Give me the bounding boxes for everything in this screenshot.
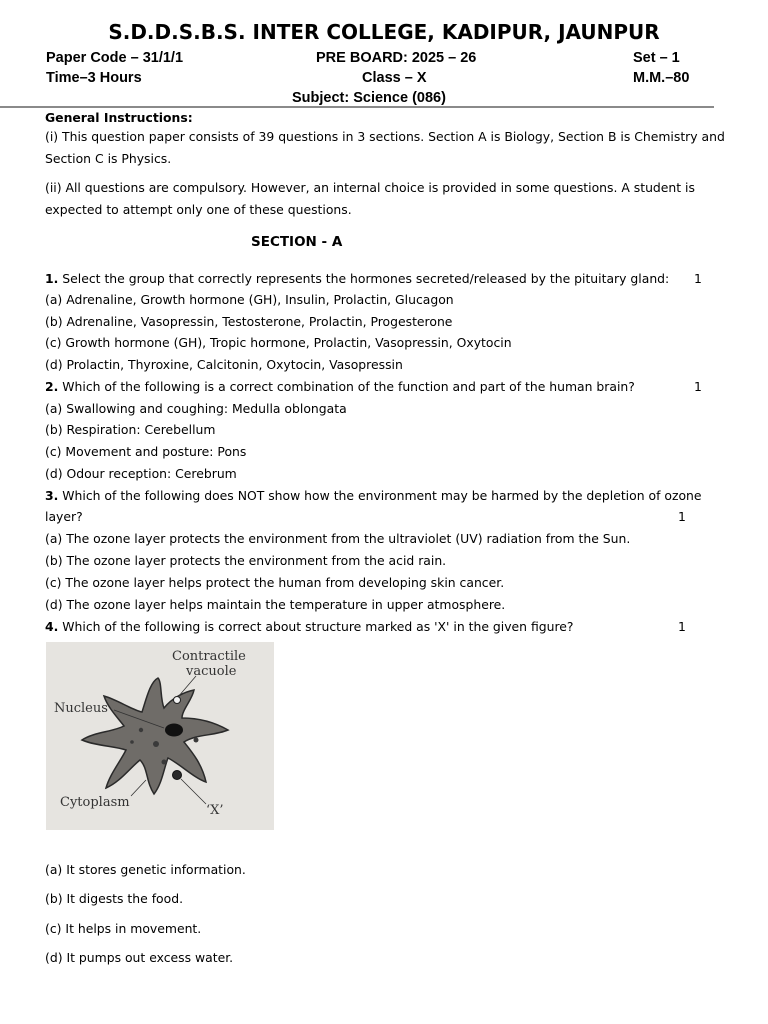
option: (b) Adrenaline, Vasopressin, Testosterone, Prolactin, Progesterone — [45, 314, 453, 329]
amoeba-body — [82, 678, 228, 794]
option: (a) Swallowing and coughing: Medulla oblongata — [45, 401, 347, 416]
instruction-i-line1: (i) This question paper consists of 39 questions in 3 sections. Section A is Biology, Section B is Chemistry and — [45, 129, 725, 144]
instructions-heading: General Instructions: — [45, 110, 193, 125]
food-vacuole-shape — [194, 738, 199, 743]
question-1 — [45, 271, 669, 287]
exam-name: PRE BOARD: 2025 – 26 — [316, 50, 477, 66]
option: (b) Respiration: Cerebellum — [45, 422, 216, 437]
food-vacuole-shape — [130, 740, 134, 744]
option: (d) Prolactin, Thyroxine, Calcitonin, Oxytocin, Vasopressin — [45, 357, 403, 372]
option: (d) Odour reception: Cerebrum — [45, 466, 237, 481]
amoeba-figure — [46, 642, 274, 830]
question-marks: 1 — [694, 379, 702, 394]
option: (b) It digests the food. — [45, 891, 184, 906]
label-contractile: Contractile — [172, 649, 246, 664]
question-number: 4. — [45, 619, 59, 634]
question-number: 3. — [45, 488, 59, 503]
nucleus-shape — [165, 724, 183, 737]
option: (d) It pumps out excess water. — [45, 950, 234, 965]
question-text: Which of the following does NOT show how the environment may be harmed by the depletion of ozone — [58, 488, 702, 503]
pointer-line — [181, 779, 206, 804]
question-text-cont: layer? — [45, 509, 83, 524]
question-3 — [45, 488, 702, 504]
food-vacuole-shape — [139, 728, 143, 732]
option: (a) The ozone layer protects the environment from the ultraviolet (UV) radiation from the Sun. — [45, 531, 631, 546]
contractile-vacuole-shape — [174, 697, 181, 704]
question-marks: 1 — [678, 619, 686, 634]
option: (c) Movement and posture: Pons — [45, 444, 247, 459]
subject-label: Subject: Science (086) — [292, 90, 446, 106]
label-cytoplasm: Cytoplasm — [60, 795, 130, 810]
food-vacuole-shape — [153, 741, 159, 747]
food-vacuole-shape — [162, 760, 167, 765]
set-number: Set – 1 — [633, 50, 680, 66]
exam-time: Time–3 Hours — [46, 70, 142, 86]
option: (c) Growth hormone (GH), Tropic hormone, Prolactin, Vasopressin, Oxytocin — [45, 335, 512, 350]
header-divider — [0, 106, 714, 108]
question-text: Which of the following is a correct combination of the function and part of the human brain? — [58, 379, 635, 394]
question-number: 1. — [45, 271, 59, 286]
school-name: S.D.D.S.B.S. INTER COLLEGE, KADIPUR, JAUNPUR — [108, 20, 660, 44]
option: (c) The ozone layer helps protect the human from developing skin cancer. — [45, 575, 505, 590]
option: (b) The ozone layer protects the environment from the acid rain. — [45, 553, 447, 568]
question-text: Which of the following is correct about structure marked as 'X' in the given figure? — [58, 619, 574, 634]
option: (a) Adrenaline, Growth hormone (GH), Insulin, Prolactin, Glucagon — [45, 292, 454, 307]
question-4 — [45, 619, 574, 635]
label-nucleus: Nucleus — [54, 701, 108, 716]
question-number: 2. — [45, 379, 59, 394]
instruction-ii-line1: (ii) All questions are compulsory. However, an internal choice is provided in some questions. A student is — [45, 180, 695, 195]
question-text: Select the group that correctly represents the hormones secreted/released by the pituitary gland: — [58, 271, 670, 286]
question-marks: 1 — [694, 271, 702, 286]
instruction-i-line2: Section C is Physics. — [45, 151, 172, 166]
question-2 — [45, 379, 635, 395]
instruction-ii-line2: expected to attempt only one of these questions. — [45, 202, 352, 217]
question-marks: 1 — [678, 509, 686, 524]
option: (c) It helps in movement. — [45, 921, 202, 936]
class-label: Class – X — [362, 70, 427, 86]
label-vacuole: vacuole — [186, 664, 237, 679]
section-title: SECTION - A — [251, 234, 343, 250]
max-marks: M.M.–80 — [633, 70, 690, 86]
label-x: ‘X’ — [206, 803, 224, 818]
option: (a) It stores genetic information. — [45, 862, 246, 877]
paper-code: Paper Code – 31/1/1 — [46, 50, 184, 66]
pointer-line — [131, 780, 146, 796]
vacuole-x-shape — [173, 771, 182, 780]
option: (d) The ozone layer helps maintain the temperature in upper atmosphere. — [45, 597, 506, 612]
